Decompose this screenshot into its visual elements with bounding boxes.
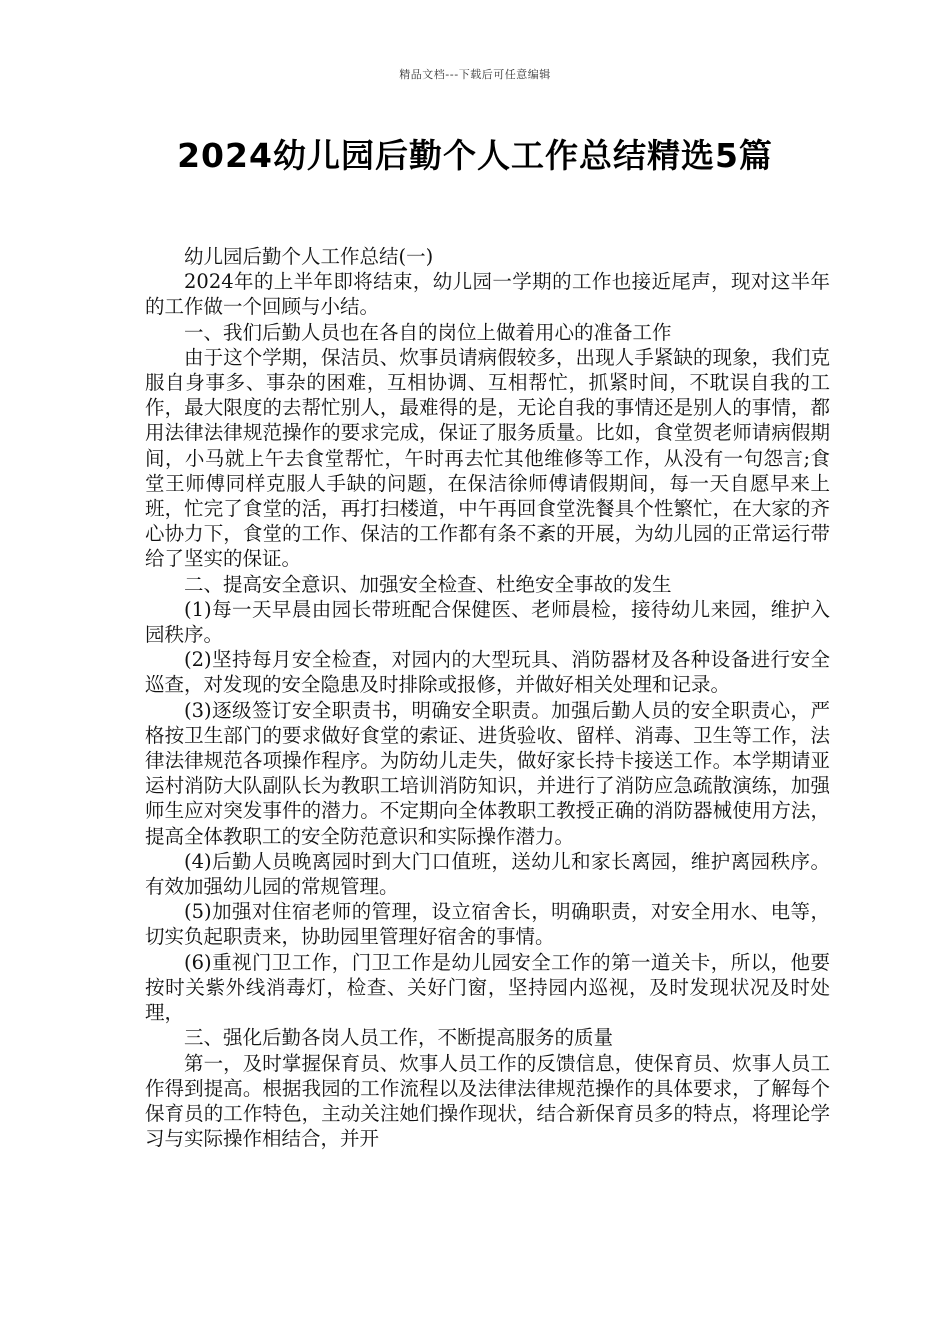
section-heading: 一、我们后勤人员也在各自的岗位上做着用心的准备工作 <box>184 320 672 344</box>
paragraph: (4)后勤人员晚离园时到大门口值班，送幼儿和家长离园，维护离园秩序。有效加强幼儿园的常规管理。 <box>145 849 830 899</box>
paragraph: (5)加强对住宿老师的管理，设立宿舍长，明确职责，对安全用水、电等，切实负起职责来，协助园里管理好宿舍的事情。 <box>145 900 830 949</box>
paragraph: 第一，及时掌握保育员、炊事人员工作的反馈信息，使保育员、炊事人员工作得到提高。根据我园的工作流程以及法律法律规范操作的具体要求，了解每个保育员的工作特色，主动关注她们操作现状，结合新保育员多的特点，将理论学习与实际操作相结合，并开 <box>145 1051 830 1151</box>
paragraph: (3)逐级签订安全职责书，明确安全职责。加强后勤人员的安全职责心，严格按卫生部门的要求做好食堂的索证、进货验收、留样、消毒、卫生等工作，法律法律规范各项操作程序。为防幼儿走失，做好家长持卡接送工作。本学期请亚运村消防大队副队长为教职工培训消防知识，并进行了消防应急疏散演练，加强师生应对突发事件的潜力。不定期向全体教职工教授正确的消防器械使用方法，提高全体教职工的安全防范意识和实际操作潜力。 <box>145 698 830 848</box>
document-title: 2024幼儿园后勤个人工作总结精选5篇 <box>177 136 773 175</box>
paragraph: 由于这个学期，保洁员、炊事员请病假较多，出现人手紧缺的现象，我们克服自身事多、事杂的困难，互相协调、互相帮忙，抓紧时间，不耽误自我的工作，最大限度的去帮忙别人，最难得的是，无论自我的事情还是别人的事情，都用法律法律规范操作的要求完成，保证了服务质量。比如，食堂贺老师请病假期间，小马就上午去食堂帮忙，午时再去忙其他维修等工作，从没有一句怨言;食堂王师傅同样克服人手缺的问题，在保洁徐师傅请假期间，每一天自愿早来上班，忙完了食堂的活，再打扫楼道，中午再回食堂洗餐具个性繁忙，在大家的齐心协力下，食堂的工作、保洁的工作都有条不紊的开展，为幼儿园的正常运行带给了坚实的保证。 <box>145 345 830 571</box>
paragraph: (1)每一天早晨由园长带班配合保健医、老师晨检，接待幼儿来园，维护入园秩序。 <box>145 597 830 647</box>
paragraph: 2024年的上半年即将结束，幼儿园一学期的工作也接近尾声，现对这半年的工作做一个回顾与小结。 <box>145 270 830 319</box>
page-header: 精品文档---下载后可任意编辑 <box>399 68 551 81</box>
section-heading: 二、提高安全意识、加强安全检查、杜绝安全事故的发生 <box>184 572 672 596</box>
paragraph: 幼儿园后勤个人工作总结(一) <box>184 245 434 268</box>
document-body <box>145 244 830 1151</box>
paragraph: (2)坚持每月安全检查，对园内的大型玩具、消防器材及各种设备进行安全巡查，对发现的安全隐患及时排除或报修，并做好相关处理和记录。 <box>145 648 830 697</box>
paragraph: (6)重视门卫工作，门卫工作是幼儿园安全工作的第一道关卡，所以，他要按时关紫外线消毒灯，检查、关好门窗，坚持园内巡视，及时发现状况及时处理， <box>145 950 830 1025</box>
section-heading: 三、强化后勤各岗人员工作，不断提高服务的质量 <box>184 1026 614 1050</box>
